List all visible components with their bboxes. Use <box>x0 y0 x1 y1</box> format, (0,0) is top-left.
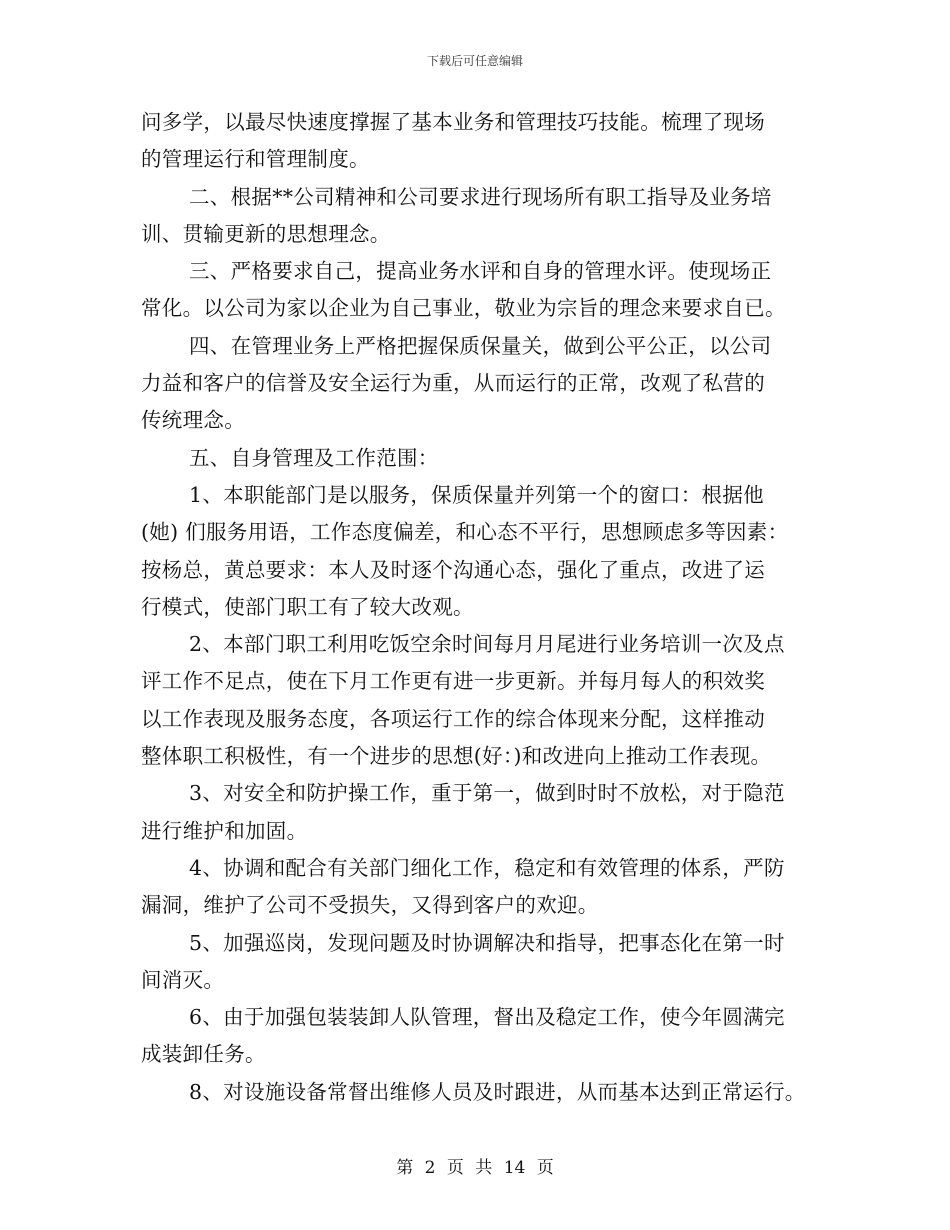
text-line: 按杨总，黄总要求：本人及时逐个沟通心态，强化了重点，改进了运 <box>141 557 765 582</box>
text-line: 传统理念。 <box>141 408 245 433</box>
text-line: 评工作不足点，使在下月工作更有进一步更新。并每月每人的积效奖 <box>141 669 765 694</box>
text-line: 常化。以公司为家以企业为自己事业，敬业为宗旨的理念来要求自已。 <box>141 296 786 321</box>
text-line: 二、根据**公司精神和公司要求进行现场所有职工指导及业务培 <box>189 184 772 209</box>
text-line: 问多学，以最尽快速度撑握了基本业务和管理技巧技能。梳理了现场 <box>141 110 765 134</box>
document-body <box>141 104 831 1111</box>
header-note: 下载后可任意编辑 <box>426 54 523 68</box>
text-line: (她) 们服务用语，工作态度偏差，和心态不平行，思想顾虑多等因素： <box>141 520 789 545</box>
text-line: 间消灭。 <box>141 967 225 992</box>
text-line: 成装卸任务。 <box>141 1042 266 1067</box>
text-line: 五、自身管理及工作范围： <box>189 445 439 470</box>
text-line: 3、对安全和防护操工作，重于第一，做到时时不放松，对于隐范 <box>189 781 785 806</box>
text-line: 4、协调和配合有关部门细化工作，稳定和有效管理的体系，严防 <box>189 855 785 880</box>
text-line: 以工作表现及服务态度，各项运行工作的综合体现来分配，这样推动 <box>141 706 765 731</box>
text-line: 1、本职能部门是以服务，保质保量并列第一个的窗口：根据他 <box>189 482 764 507</box>
text-line: 行模式，使部门职工有了较大改观。 <box>141 594 474 619</box>
text-line: 8、对设施设备常督出维修人员及时跟进，从而基本达到正常运行。 <box>189 1079 806 1104</box>
text-line: 三、严格要求自己，提高业务水评和自身的管理水评。使现场正 <box>189 259 772 284</box>
text-line: 2、本部门职工利用吃饭空余时间每月月尾进行业务培训一次及点 <box>189 632 785 657</box>
page-number: 第 2 页 共 14 页 <box>396 1158 554 1178</box>
text-line: 5、加强巡岗，发现问题及时协调解决和指导，把事态化在第一时 <box>189 930 785 955</box>
text-line: 力益和客户的信誉及安全运行为重，从而运行的正常，改观了私营的 <box>141 371 765 396</box>
text-line: 的管理运行和管理制度。 <box>141 147 370 172</box>
text-line: 6、由于加强包装装卸人队管理，督出及稳定工作，使今年圆满完 <box>189 1005 785 1030</box>
text-line: 进行维护和加固。 <box>141 818 308 843</box>
text-line: 四、在管理业务上严格把握保质保量关，做到公平公正，以公司 <box>189 333 772 358</box>
text-line: 训、贯输更新的思想理念。 <box>141 221 391 246</box>
text-line: 漏洞，维护了公司不受损失，又得到客户的欢迎。 <box>141 893 599 918</box>
text-line: 整体职工积极性，有一个进步的思想(好：)和改进向上推动工作表现。 <box>141 744 772 769</box>
